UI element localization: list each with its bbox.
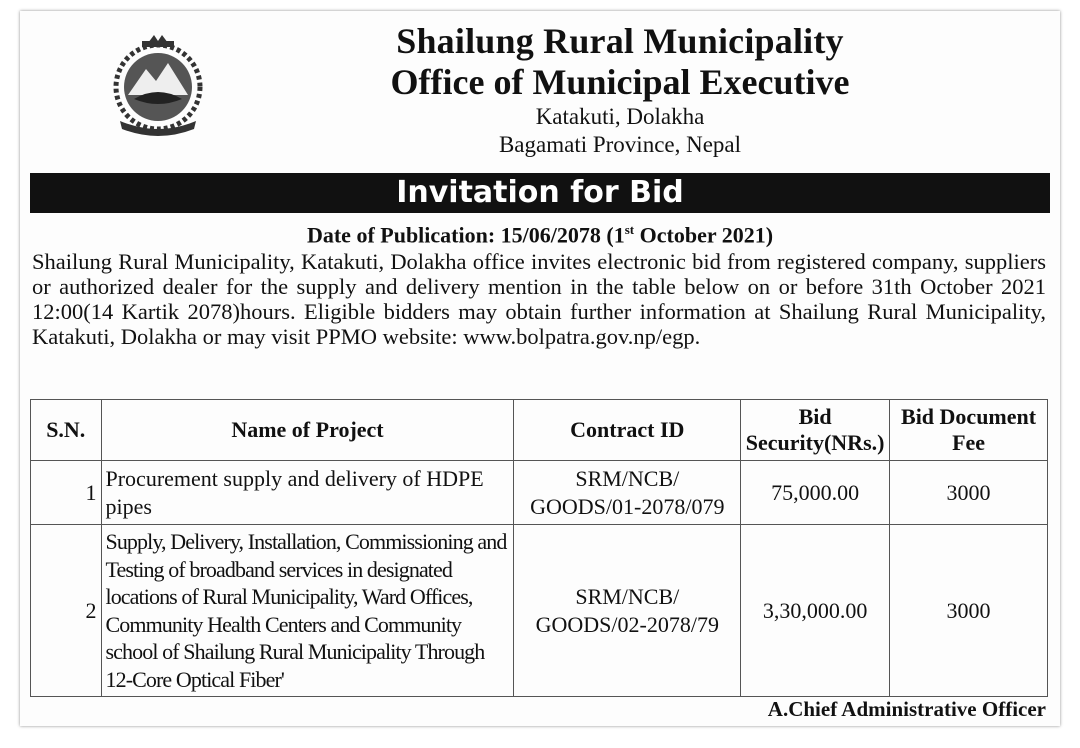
address-line-2: Bagamati Province, Nepal: [498, 132, 742, 157]
header-project: Name of Project: [101, 400, 514, 461]
publication-date-suffix: October 2021): [634, 222, 774, 248]
header-document-fee-line2: Fee: [952, 430, 986, 455]
row-bid-security: 75,000.00: [741, 461, 890, 525]
notice-page: [20, 11, 1060, 726]
row-contract-id-line1: SRM/NCB/: [575, 583, 680, 609]
row-contract-id-line2: GOODS/02-2078/79: [535, 611, 719, 637]
header-document-fee-line1: Bid Document: [901, 404, 1037, 429]
row-contract-id-line1: SRM/NCB/: [575, 465, 680, 491]
row-contract-id-line2: GOODS/01-2078/079: [530, 493, 725, 519]
table-row: [31, 525, 1048, 697]
header-document-fee: [890, 400, 1048, 461]
header-bid-security: [741, 400, 890, 461]
row-document-fee: 3000: [890, 461, 1048, 525]
bid-table-header-row: [31, 400, 1048, 461]
row-contract-id: [514, 461, 741, 525]
notice-header: [20, 11, 1060, 173]
header-bid-security-line2: Security(NRs.): [745, 430, 885, 455]
header-contract-id: Contract ID: [514, 400, 741, 461]
header-sn: S.N.: [31, 400, 102, 461]
row-bid-security: 3,30,000.00: [741, 525, 890, 697]
row-project: Procurement supply and delivery of HDPE pipes: [101, 461, 514, 525]
office-name: Office of Municipal Executive: [390, 62, 850, 102]
row-document-fee: 3000: [890, 525, 1048, 697]
address-line-1: Katakuti, Dolakha: [535, 104, 705, 129]
publication-date-prefix: Date of Publication: 15/06/2078 (1: [306, 222, 625, 248]
intro-paragraph: Shailung Rural Municipality, Katakuti, Dolakha office invites electronic bid from registered company, suppliers or authorized dealer for the supply and delivery mention in the table below on or before 31th October 2021 12:00(14 Kartik 2078)hours. Eligible bidders may obtain further information at Shailung Rural Municipality, Katakuti, Dolakha or may visit PPMO website: www.bolpatra.gov.np/egp.: [32, 249, 1046, 350]
row-project: Supply, Delivery, Installation, Commissioning and Testing of broadband services in designated locations of Rural Municipality, Ward Offices, Community Health Centers and Community school of Shailung Rural Municipality Through 12-Core Optical Fiber': [101, 525, 514, 697]
notice-title-banner: Invitation for Bid: [30, 173, 1050, 213]
signature-line: A.Chief Administrative Officer: [767, 697, 1046, 721]
org-name: Shailung Rural Municipality: [396, 21, 844, 61]
publication-date: [20, 216, 1060, 249]
header-bid-security-line1: Bid: [798, 404, 832, 429]
row-sn: 1: [31, 461, 102, 525]
publication-date-sup: st: [624, 222, 635, 237]
bid-table: [30, 399, 1048, 697]
row-contract-id: [514, 525, 741, 697]
row-sn: 2: [31, 525, 102, 697]
header-titles: [180, 21, 1060, 159]
table-row: [31, 461, 1048, 525]
